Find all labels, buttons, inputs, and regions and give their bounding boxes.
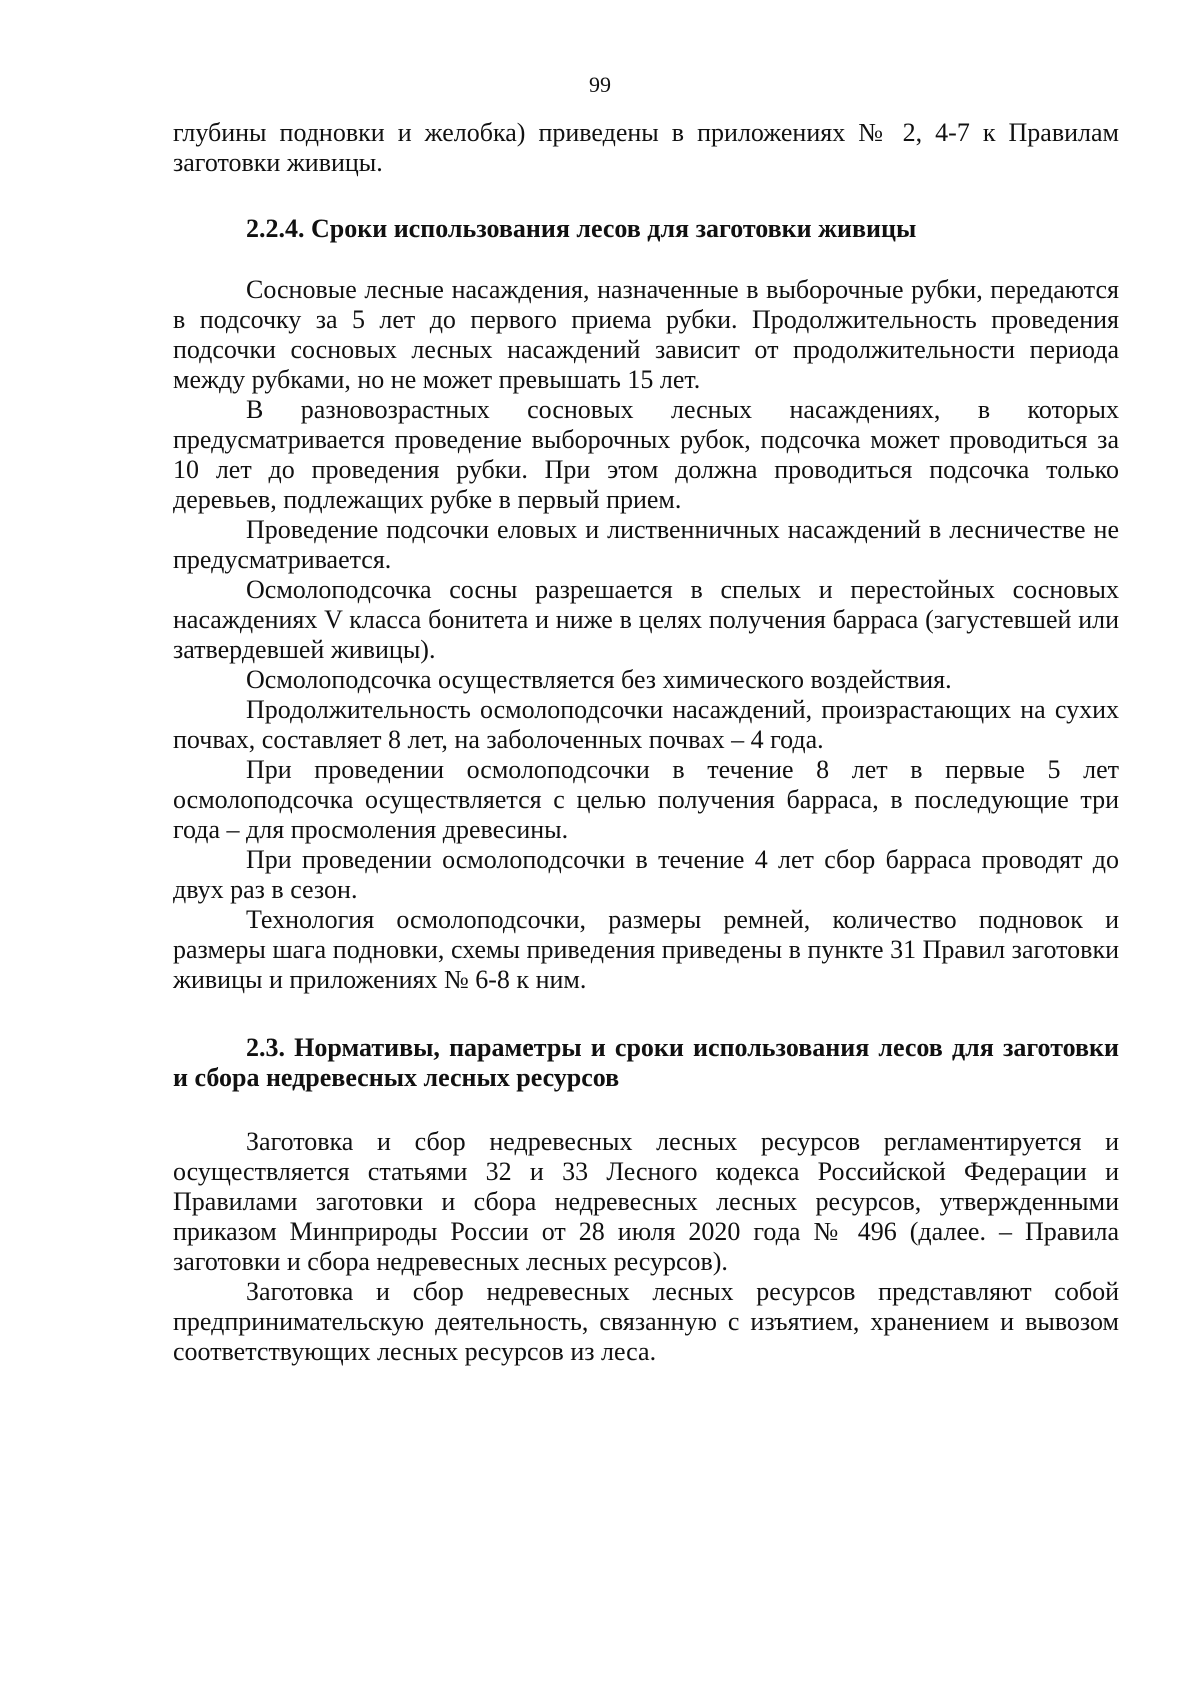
paragraph: При проведении осмолоподсочки в течение 8 лет в первые 5 лет осмолоподсочка осуществляется с целью получения барраса, в последующие три года – для просмоления древесины.	[173, 755, 1119, 844]
paragraph: Осмолоподсочка осуществляется без химического воздействия.	[246, 665, 952, 694]
continuation-paragraph: глубины подновки и желобка) приведены в приложениях № 2, 4-7 к Правилам заготовки живицы.	[173, 118, 1119, 177]
page-content	[173, 118, 1119, 1367]
paragraph: Осмолоподсочка сосны разрешается в спелых и перестойных сосновых насаждениях V класса бонитета и ниже в целях получения барраса (загустевшей или затвердевшей живицы).	[173, 575, 1119, 664]
section-heading-2-3: 2.3. Нормативы, параметры и сроки использования лесов для заготовки и сбора недревесных лесных ресурсов	[173, 1033, 1119, 1092]
paragraph: Заготовка и сбор недревесных лесных ресурсов представляют собой предпринимательскую деятельность, связанную с изъятием, хранением и вывозом соответствующих лесных ресурсов из леса.	[173, 1277, 1119, 1366]
paragraph: Проведение подсочки еловых и лиственничных насаждений в лесничестве не предусматривается.	[173, 515, 1119, 574]
page-number: 99	[589, 72, 611, 97]
paragraph: В разновозрастных сосновых лесных насаждениях, в которых предусматривается проведение выборочных рубок, подсочка может проводиться за 10 лет до проведения рубки. При этом должна проводиться подсочка только деревьев, подлежащих рубке в первый прием.	[173, 395, 1119, 514]
paragraph: Продолжительность осмолоподсочки насаждений, произрастающих на сухих почвах, составляет 8 лет, на заболоченных почвах – 4 года.	[173, 695, 1119, 754]
paragraph: Заготовка и сбор недревесных лесных ресурсов регламентируется и осуществляется статьями 32 и 33 Лесного кодекса Российской Федерации и Правилами заготовки и сбора недревесных лесных ресурсов, утвержденными приказом Минприроды России от 28 июля 2020 года № 496 (далее. – Правила заготовки и сбора недревесных лесных ресурсов).	[173, 1127, 1119, 1276]
paragraph: Сосновые лесные насаждения, назначенные в выборочные рубки, передаются в подсочку за 5 лет до первого приема рубки. Продолжительность проведения подсочки сосновых лесных насаждений зависит от продолжительности периода между рубками, но не может превышать 15 лет.	[173, 275, 1119, 394]
section-heading-2-2-4: 2.2.4. Сроки использования лесов для заготовки живицы	[246, 214, 917, 243]
paragraph: При проведении осмолоподсочки в течение 4 лет сбор барраса проводят до двух раз в сезон.	[173, 845, 1119, 904]
paragraph: Технология осмолоподсочки, размеры ремней, количество подновок и размеры шага подновки, схемы приведения приведены в пункте 31 Правил заготовки живицы и приложениях № 6-8 к ним.	[173, 905, 1119, 994]
